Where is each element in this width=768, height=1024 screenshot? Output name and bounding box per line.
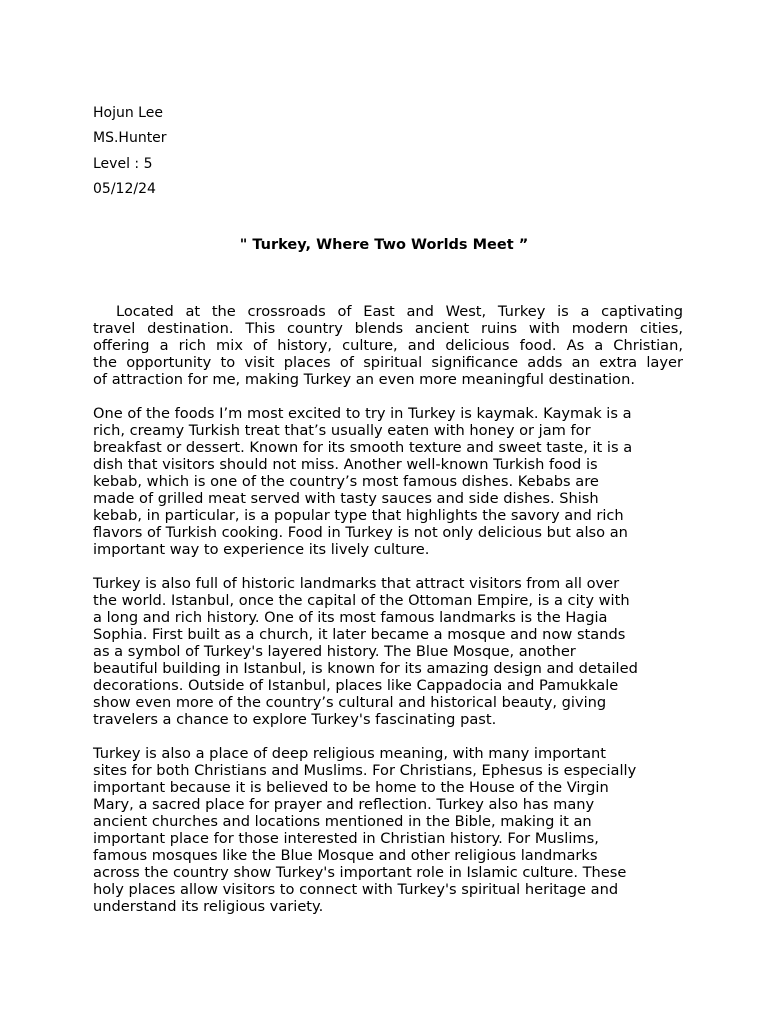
paragraph-line: travel destination. This country blends ancient ruins with modern cities,: [93, 320, 683, 337]
paragraph-line: made of grilled meat served with tasty sauces and side dishes. Shish: [93, 490, 599, 507]
paragraph-line: of attraction for me, making Turkey an even more meaningful destination.: [93, 371, 635, 388]
paragraph-line: beautiful building in Istanbul, is known for its amazing design and detailed: [93, 660, 638, 677]
paragraph-landmarks: [93, 575, 683, 728]
paragraph-line: sites for both Christians and Muslims. For Christians, Ephesus is especially: [93, 762, 637, 779]
student-name: Hojun Lee: [93, 105, 163, 121]
paragraph-line: Mary, a sacred place for prayer and reflection. Turkey also has many: [93, 796, 595, 813]
paragraph-line: important way to experience its lively culture.: [93, 541, 430, 558]
paragraph-line: important place for those interested in Christian history. For Muslims,: [93, 830, 599, 847]
paragraph-line: One of the foods I’m most excited to try in Turkey is kaymak. Kaymak is a: [93, 405, 632, 422]
paragraph-line: breakfast or dessert. Known for its smooth texture and sweet taste, it is a: [93, 439, 633, 456]
paragraph-line: holy places allow visitors to connect with Turkey's spiritual heritage and: [93, 881, 619, 898]
paragraph-line: the opportunity to visit places of spiritual significance adds an extra layer: [93, 354, 683, 371]
paragraph-line: understand its religious variety.: [93, 898, 324, 915]
paragraph-religion: [93, 745, 683, 915]
paragraph-line: famous mosques like the Blue Mosque and other religious landmarks: [93, 847, 598, 864]
paragraph-line: decorations. Outside of Istanbul, places like Cappadocia and Pamukkale: [93, 677, 619, 694]
paragraph-line: show even more of the country’s cultural and historical beauty, giving: [93, 694, 607, 711]
paragraph-line: important because it is believed to be home to the House of the Virgin: [93, 779, 609, 796]
date-line: 05/12/24: [93, 180, 156, 197]
paragraph-intro: [93, 303, 683, 388]
paragraph-food: [93, 405, 683, 558]
paragraph-line: travelers a chance to explore Turkey's fascinating past.: [93, 711, 497, 728]
paragraph-line: kebab, in particular, is a popular type that highlights the savory and rich: [93, 507, 624, 524]
paragraph-line: flavors of Turkish cooking. Food in Turkey is not only delicious but also an: [93, 524, 628, 541]
paragraph-line: kebab, which is one of the country’s most famous dishes. Kebabs are: [93, 473, 599, 490]
paragraph-line: the world. Istanbul, once the capital of the Ottoman Empire, is a city with: [93, 592, 630, 609]
paragraph-line: rich, creamy Turkish treat that’s usually eaten with honey or jam for: [93, 422, 591, 439]
paragraph-line: Turkey is also a place of deep religious meaning, with many important: [93, 745, 607, 762]
teacher-name: MS.Hunter: [93, 130, 167, 147]
paragraph-line: a long and rich history. One of its most famous landmarks is the Hagia: [93, 609, 608, 626]
paragraph-line: Sophia. First built as a church, it later became a mosque and now stands: [93, 626, 626, 643]
paragraph-line: as a symbol of Turkey's layered history. The Blue Mosque, another: [93, 643, 576, 660]
essay-title: " Turkey, Where Two Worlds Meet ”: [239, 237, 529, 253]
paragraph-line: dish that visitors should not miss. Another well-known Turkish food is: [93, 456, 598, 473]
paragraph-line: across the country show Turkey's important role in Islamic culture. These: [93, 864, 627, 881]
document-header: [93, 101, 167, 202]
paragraph-line: Turkey is also full of historic landmarks that attract visitors from all over: [93, 575, 620, 592]
paragraph-line: Located at the crossroads of East and West, Turkey is a captivating: [116, 303, 683, 320]
paragraph-line: offering a rich mix of history, culture, and delicious food. As a Christian,: [93, 337, 683, 354]
level-line: Level : 5: [93, 155, 153, 172]
paragraph-line: ancient churches and locations mentioned in the Bible, making it an: [93, 813, 592, 830]
